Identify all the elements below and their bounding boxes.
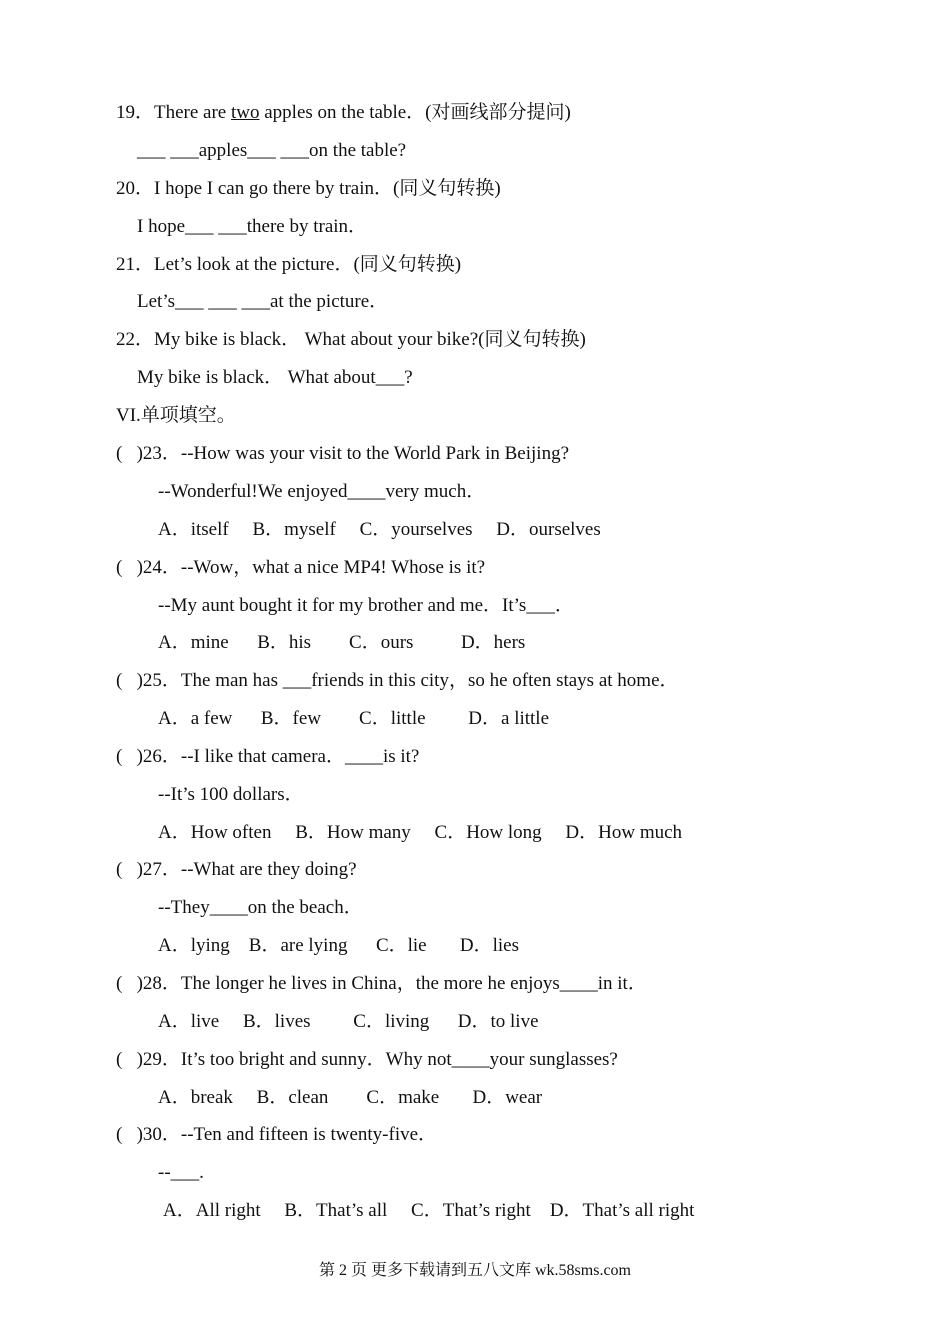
question-27-options: A．lying B．are lying C．lie D．lies <box>158 935 519 956</box>
question-21-answer: Let’s___ ___ ___at the picture． <box>137 291 389 312</box>
question-30-stem: ( )30．--Ten and fifteen is twenty-five． <box>116 1124 438 1145</box>
question-19 <box>116 101 571 125</box>
question-25-stem: ( )25．The man has ___friends in this city，so he often stays at home． <box>116 670 679 691</box>
question-29-options: A．break B．clean C．make D．wear <box>158 1087 543 1108</box>
question-24-options: A．mine B．his C．ours D．hers <box>158 632 526 653</box>
question-21: 21．Let’s look at the picture．(同义句转换) <box>116 254 462 275</box>
question-22: 22．My bike is black． What about your bike?(同义句转换) <box>116 329 586 350</box>
question-27-reply: --They____on the beach． <box>158 897 363 918</box>
section-6-title: VI.单项填空。 <box>116 405 236 426</box>
question-24-reply: --My aunt bought it for my brother and me．It’s___． <box>158 595 574 616</box>
question-22-answer: My bike is black． What about___? <box>137 367 413 388</box>
question-30-reply: --___. <box>158 1162 204 1183</box>
question-19-answer: ___ ___apples___ ___on the table? <box>137 140 407 161</box>
question-19-text-post: apples on the table．(对画线部分提问) <box>259 102 571 123</box>
question-26-options: A．How often B．How many C．How long D．How much <box>158 822 683 843</box>
question-19-underlined-word: two <box>231 102 260 123</box>
question-28-stem: ( )28．The longer he lives in China，the more he enjoys____in it． <box>116 973 647 994</box>
question-26-reply: --It’s 100 dollars． <box>158 784 304 805</box>
question-20: 20．I hope I can go there by train．(同义句转换) <box>116 178 501 199</box>
question-27-stem: ( )27．--What are they doing? <box>116 859 357 880</box>
question-23-reply: --Wonderful!We enjoyed____very much． <box>158 481 486 502</box>
question-24-stem: ( )24．--Wow，what a nice MP4! Whose is it? <box>116 557 486 578</box>
question-30-options: A．All right B．That’s all C．That’s right D．That’s all right <box>163 1200 695 1221</box>
question-28-options: A．live B．lives C．living D．to live <box>158 1011 539 1032</box>
question-23-options: A．itself B．myself C．yourselves D．ourselves <box>158 519 601 540</box>
question-20-answer: I hope___ ___there by train． <box>137 216 368 237</box>
question-26-stem: ( )26．--I like that camera．____is it? <box>116 746 420 767</box>
question-25-options: A．a few B．few C．little D．a little <box>158 708 550 729</box>
page-footer: 第 2 页 更多下载请到五八文库 wk.58sms.com <box>318 1262 631 1279</box>
question-23-stem: ( )23．--How was your visit to the World Park in Beijing? <box>116 443 570 464</box>
question-19-text-pre: 19．There are <box>116 102 231 123</box>
question-29-stem: ( )29．It’s too bright and sunny．Why not____your sunglasses? <box>116 1049 618 1070</box>
